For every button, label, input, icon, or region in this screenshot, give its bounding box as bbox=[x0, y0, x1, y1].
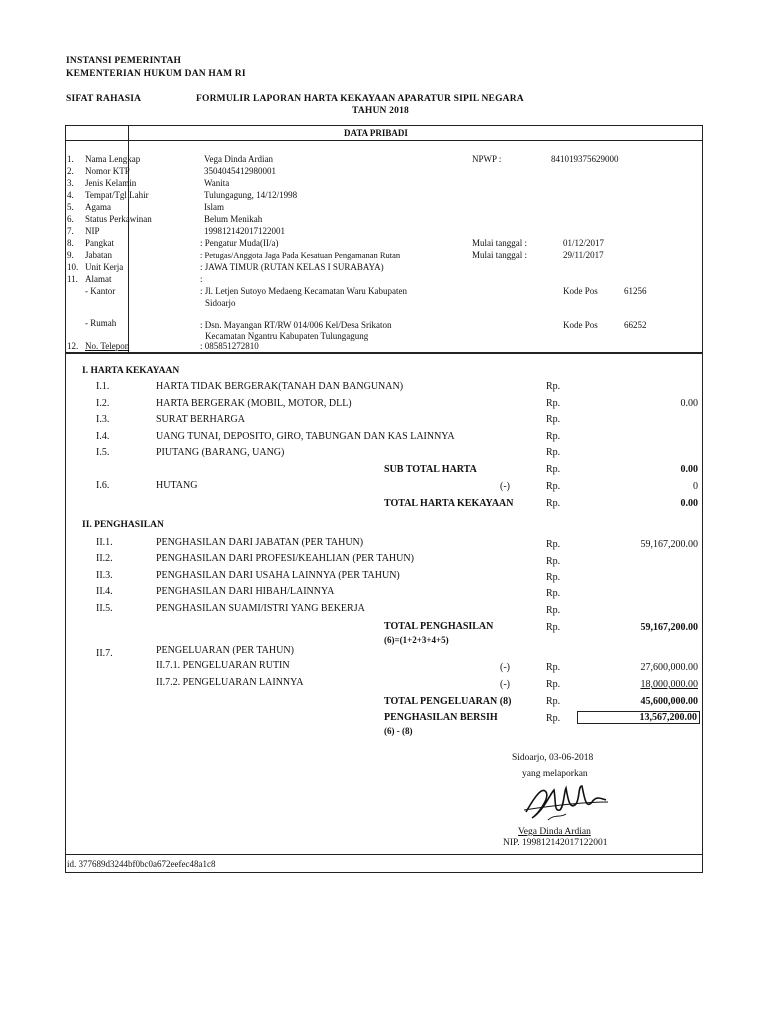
total-pengeluaran-label: TOTAL PENGELUARAN (8) bbox=[384, 696, 512, 707]
total-harta-value: 0.00 bbox=[680, 498, 698, 509]
item-code: I.3. bbox=[96, 414, 110, 425]
subtotal-harta-label: SUB TOTAL HARTA bbox=[384, 464, 477, 475]
rp-label: Rp. bbox=[546, 498, 561, 509]
mulai-jabatan-value: 29/11/2017 bbox=[563, 250, 604, 260]
item-value: 0.00 bbox=[680, 398, 698, 409]
item-label: PENGHASILAN DARI HIBAH/LAINNYA bbox=[156, 586, 335, 597]
row-label: Nomor KTP bbox=[85, 166, 130, 176]
item-label: PENGHASILAN SUAMI/ISTRI YANG BEKERJA bbox=[156, 603, 365, 614]
pengeluaran-rutin-label: II.7.1. PENGELUARAN RUTIN bbox=[156, 660, 290, 671]
row-label: Pangkat bbox=[85, 238, 114, 248]
sifat-label: SIFAT RAHASIA bbox=[66, 94, 142, 104]
form-year: TAHUN 2018 bbox=[352, 106, 409, 116]
row-no: 4. bbox=[67, 190, 74, 200]
mulai-pangkat-value: 01/12/2017 bbox=[563, 238, 605, 248]
row-label: Unit Kerja bbox=[85, 262, 124, 272]
form-title: FORMULIR LAPORAN HARTA KEKAYAAN APARATUR SIPIL NEGARA bbox=[196, 94, 524, 104]
total-penghasilan-value: 59,167,200.00 bbox=[640, 622, 698, 633]
row-value: Belum Menikah bbox=[204, 214, 263, 224]
agency-line-1: INSTANSI PEMERINTAH bbox=[66, 56, 182, 66]
rp-label: Rp. bbox=[546, 713, 561, 724]
row-no: 2. bbox=[67, 166, 74, 176]
row-value: 3504045412980001 bbox=[204, 166, 276, 176]
signature-image bbox=[520, 780, 610, 826]
telepon-no: 12. bbox=[67, 341, 79, 351]
rp-label: Rp. bbox=[546, 414, 561, 425]
rumah-address-line2: Kecamatan Ngantru Kabupaten Tulungagung bbox=[205, 331, 369, 341]
section-title-data-pribadi: DATA PRIBADI bbox=[344, 128, 408, 138]
npwp-label: NPWP : bbox=[472, 154, 502, 164]
signatory-name: Vega Dinda Ardian bbox=[518, 827, 591, 837]
item-label: HARTA TIDAK BERGERAK(TANAH DAN BANGUNAN) bbox=[156, 381, 404, 392]
kantor-address-line1: : Jl. Letjen Sutoyo Medaeng Kecamatan Waru Kabupaten bbox=[200, 286, 408, 296]
item-label: PENGHASILAN DARI PROFESI/KEAHLIAN (PER TAHUN) bbox=[156, 553, 414, 564]
rumah-kodepos-value: 66252 bbox=[624, 320, 647, 330]
divider bbox=[66, 854, 702, 855]
mulai-pangkat-label: Mulai tanggal : bbox=[472, 238, 527, 248]
rumah-label: - Rumah bbox=[85, 318, 117, 328]
item-code: II.5. bbox=[96, 603, 113, 614]
row-no: 6. bbox=[67, 214, 74, 224]
row-value: : Pengatur Muda(II/a) bbox=[200, 238, 279, 248]
item-code: I.2. bbox=[96, 398, 110, 409]
rp-label: Rp. bbox=[546, 696, 561, 707]
agency-line-2: KEMENTERIAN HUKUM DAN HAM RI bbox=[66, 69, 246, 79]
pengeluaran-rutin-value: 27,600,000.00 bbox=[640, 662, 698, 673]
penghasilan-bersih-label: PENGHASILAN BERSIH bbox=[384, 712, 498, 723]
row-label: Alamat bbox=[85, 274, 112, 284]
section-title-harta: I. HARTA KEKAYAAN bbox=[82, 366, 180, 376]
row-label: Tempat/Tgl Lahir bbox=[85, 190, 149, 200]
row-no: 5. bbox=[67, 202, 74, 212]
item-value: 59,167,200.00 bbox=[640, 539, 698, 550]
reporter-label: yang melaporkan bbox=[522, 769, 588, 779]
pengeluaran-label: PENGELUARAN (PER TAHUN) bbox=[156, 645, 294, 656]
divider bbox=[66, 140, 702, 141]
item-label: SURAT BERHARGA bbox=[156, 414, 245, 425]
rp-label: Rp. bbox=[546, 481, 561, 492]
row-no: 7. bbox=[67, 226, 74, 236]
divider bbox=[66, 352, 702, 354]
rp-label: Rp. bbox=[546, 431, 561, 442]
row-label: Status Perkawinan bbox=[85, 214, 152, 224]
npwp-value: 841019375629000 bbox=[551, 154, 619, 164]
item-code: I.5. bbox=[96, 447, 110, 458]
item-label: PIUTANG (BARANG, UANG) bbox=[156, 447, 285, 458]
kantor-kodepos-label: Kode Pos bbox=[563, 286, 598, 296]
row-value: Tulungagung, 14/12/1998 bbox=[204, 190, 298, 200]
rp-label: Rp. bbox=[546, 572, 561, 583]
item-code: II.2. bbox=[96, 553, 113, 564]
minus-sign: (-) bbox=[500, 662, 510, 673]
row-value: Wanita bbox=[204, 178, 230, 188]
rp-label: Rp. bbox=[546, 447, 561, 458]
kantor-address-line2: Sidoarjo bbox=[205, 298, 236, 308]
subtotal-harta-value: 0.00 bbox=[680, 464, 698, 475]
section-title-penghasilan: II. PENGHASILAN bbox=[82, 520, 164, 530]
hutang-value: 0 bbox=[693, 481, 698, 492]
total-penghasilan-label: TOTAL PENGHASILAN bbox=[384, 621, 494, 632]
item-code: I.4. bbox=[96, 431, 110, 442]
rumah-kodepos-label: Kode Pos bbox=[563, 320, 598, 330]
pengeluaran-lainnya-label: II.7.2. PENGELUARAN LAINNYA bbox=[156, 677, 304, 688]
row-label: Nama Lengkap bbox=[85, 154, 141, 164]
row-value: Islam bbox=[204, 202, 224, 212]
penghasilan-bersih-value: 13,567,200.00 bbox=[577, 711, 700, 724]
pengeluaran-lainnya-value: 18,000,000.00 bbox=[640, 679, 698, 690]
item-label: PENGHASILAN DARI JABATAN (PER TAHUN) bbox=[156, 537, 364, 548]
rp-label: Rp. bbox=[546, 605, 561, 616]
item-label: HARTA BERGERAK (MOBIL, MOTOR, DLL) bbox=[156, 398, 352, 409]
item-code: I.1. bbox=[96, 381, 110, 392]
row-label: Agama bbox=[85, 202, 111, 212]
item-code: II.4. bbox=[96, 586, 113, 597]
total-harta-label: TOTAL HARTA KEKAYAAN bbox=[384, 498, 514, 509]
rp-label: Rp. bbox=[546, 556, 561, 567]
kantor-label: - Kantor bbox=[85, 286, 116, 296]
pengeluaran-code: II.7. bbox=[96, 648, 113, 659]
rp-label: Rp. bbox=[546, 398, 561, 409]
row-value: : JAWA TIMUR (RUTAN KELAS I SURABAYA) bbox=[200, 262, 384, 272]
row-no: 8. bbox=[67, 238, 74, 248]
total-penghasilan-formula: (6)=(1+2+3+4+5) bbox=[384, 635, 449, 645]
rp-label: Rp. bbox=[546, 679, 561, 690]
telepon-label: No. Telepon bbox=[85, 341, 130, 351]
penghasilan-bersih-formula: (6) - (8) bbox=[384, 726, 413, 736]
rp-label: Rp. bbox=[546, 464, 561, 475]
row-label: Jabatan bbox=[85, 250, 112, 260]
row-value: 199812142017122001 bbox=[204, 226, 285, 236]
minus-sign: (-) bbox=[500, 481, 510, 492]
document-id: id. 377689d3244bf0bc0a672eefec48a1c8 bbox=[67, 859, 216, 869]
row-label: Jenis Kelamin bbox=[85, 178, 137, 188]
signatory-nip: NIP. 199812142017122001 bbox=[503, 838, 608, 848]
item-label: UANG TUNAI, DEPOSITO, GIRO, TABUNGAN DAN KAS LAINNYA bbox=[156, 431, 455, 442]
item-code: II.1. bbox=[96, 537, 113, 548]
telepon-value: : 085851272810 bbox=[200, 341, 259, 351]
place-date: Sidoarjo, 03-06-2018 bbox=[512, 753, 594, 763]
row-no: 9. bbox=[67, 250, 74, 260]
rp-label: Rp. bbox=[546, 381, 561, 392]
row-value: : bbox=[200, 274, 203, 284]
rp-label: Rp. bbox=[546, 588, 561, 599]
total-pengeluaran-value: 45,600,000.00 bbox=[640, 696, 698, 707]
minus-sign: (-) bbox=[500, 679, 510, 690]
row-no: 3. bbox=[67, 178, 74, 188]
row-no: 10. bbox=[67, 262, 79, 272]
row-label: NIP bbox=[85, 226, 100, 236]
item-label: PENGHASILAN DARI USAHA LAINNYA (PER TAHUN) bbox=[156, 570, 400, 581]
hutang-label: HUTANG bbox=[156, 480, 198, 491]
rp-label: Rp. bbox=[546, 622, 561, 633]
rp-label: Rp. bbox=[546, 539, 561, 550]
rumah-address-line1: : Dsn. Mayangan RT/RW 014/006 Kel/Desa Srikaton bbox=[200, 320, 392, 330]
kantor-kodepos-value: 61256 bbox=[624, 286, 647, 296]
hutang-code: I.6. bbox=[96, 480, 110, 491]
row-no: 11. bbox=[67, 274, 78, 284]
row-value: : Petugas/Anggota Jaga Pada Kesatuan Pengamanan Rutan bbox=[200, 250, 401, 260]
rp-label: Rp. bbox=[546, 662, 561, 673]
item-code: II.3. bbox=[96, 570, 113, 581]
row-value: Vega Dinda Ardian bbox=[204, 154, 273, 164]
row-no: 1. bbox=[67, 154, 74, 164]
mulai-jabatan-label: Mulai tanggal : bbox=[472, 250, 527, 260]
